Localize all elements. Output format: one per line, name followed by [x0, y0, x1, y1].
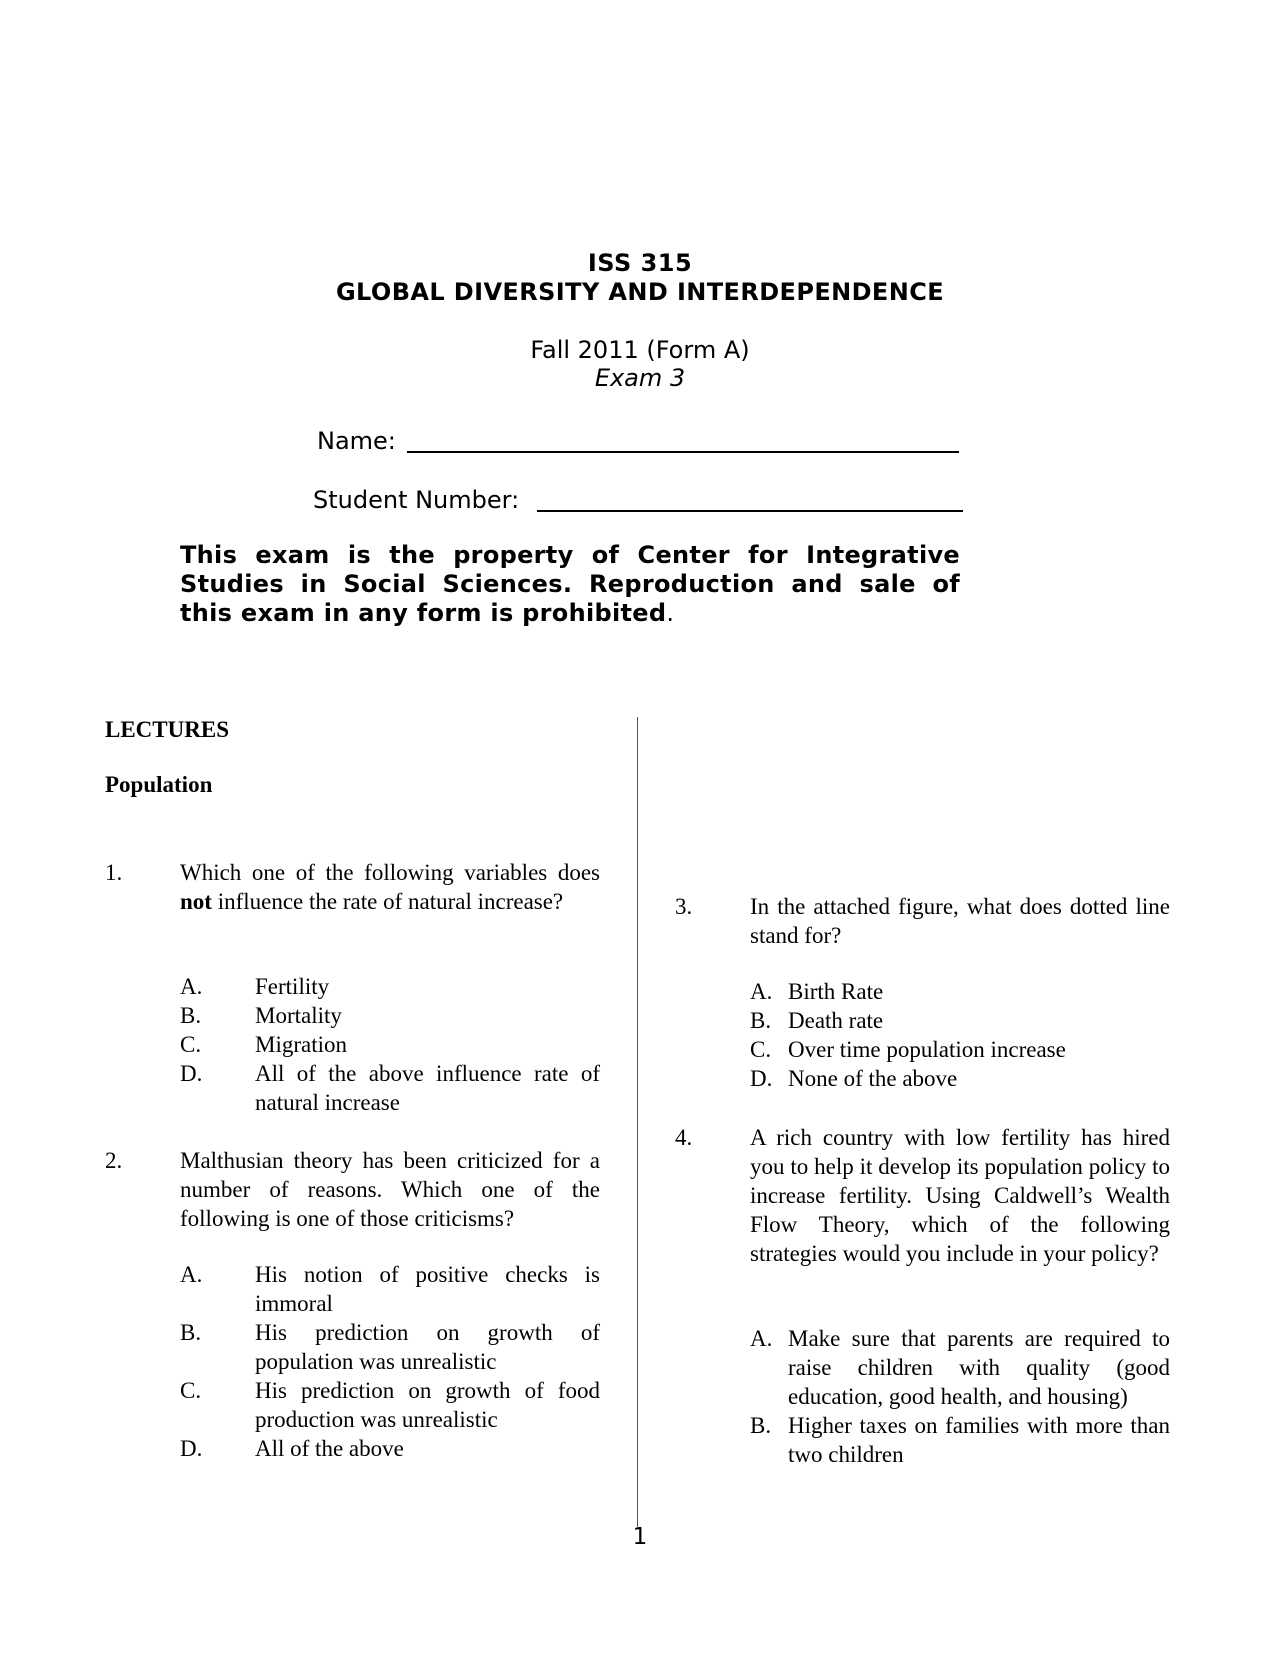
student-number-line[interactable] [537, 510, 963, 512]
option-text: Mortality [255, 1003, 342, 1028]
option-text: His prediction on growth of population was unrealistic [255, 1320, 600, 1374]
option-d[interactable] [180, 1434, 600, 1463]
question-stem: In the attached figure, what does dotted line stand for? [750, 894, 1170, 948]
section-heading-population: Population [105, 772, 213, 797]
name-label: Name: [317, 427, 396, 455]
option-letter: B. [180, 1320, 202, 1345]
stem-text: Which one of the following variables does [180, 860, 600, 885]
student-number-label: Student Number: [313, 486, 520, 514]
option-letter: C. [750, 1037, 772, 1062]
options-list [180, 1260, 600, 1463]
exam-term: Fall 2011 (Form A) [530, 336, 750, 364]
option-c[interactable] [750, 1035, 1170, 1064]
option-text: Migration [255, 1032, 347, 1057]
option-b[interactable] [750, 1006, 1170, 1035]
section-heading-lectures: LECTURES [105, 717, 229, 742]
option-b[interactable] [180, 1318, 600, 1376]
course-code: ISS 315 [587, 249, 693, 277]
option-text: Higher taxes on families with more than two children [788, 1413, 1170, 1467]
stem-emphasis: not [180, 889, 212, 914]
option-text: Make sure that parents are required to raise children with quality (good education, good health, and housing) [788, 1326, 1170, 1409]
stem-text: influence the rate of natural increase? [211, 889, 564, 914]
option-letter: D. [750, 1066, 773, 1091]
option-c[interactable] [180, 1376, 600, 1434]
option-letter: A. [180, 974, 203, 999]
column-divider [637, 717, 638, 1527]
option-a[interactable] [180, 1260, 600, 1318]
property-notice [180, 541, 960, 628]
question-number: 4. [675, 1125, 693, 1150]
option-a[interactable] [180, 972, 600, 1001]
option-text: None of the above [788, 1066, 958, 1091]
option-d[interactable] [750, 1064, 1170, 1093]
option-text: Over time population increase [788, 1037, 1066, 1062]
option-text: His notion of positive checks is immoral [255, 1262, 600, 1316]
option-d[interactable] [180, 1059, 600, 1117]
question-stem: A rich country with low fertility has hired you to help it develop its population policy to increase fertility. Using Caldwell’s Wealth Flow Theory, which of the following strategies would you include in your policy? [750, 1125, 1170, 1266]
question-number: 2. [105, 1148, 123, 1173]
question-number: 3. [675, 894, 693, 919]
option-text: Death rate [788, 1008, 884, 1033]
option-letter: A. [750, 1326, 773, 1351]
name-line[interactable] [407, 451, 959, 453]
option-letter: C. [180, 1032, 202, 1057]
exam-number: Exam 3 [594, 364, 686, 392]
option-letter: B. [750, 1008, 772, 1033]
options-list [750, 977, 1170, 1093]
option-letter: B. [180, 1003, 202, 1028]
options-list [180, 972, 600, 1117]
option-b[interactable] [750, 1411, 1170, 1469]
option-c[interactable] [180, 1030, 600, 1059]
options-list [750, 1324, 1170, 1469]
option-text: Fertility [255, 974, 330, 999]
option-b[interactable] [180, 1001, 600, 1030]
option-letter: C. [180, 1378, 202, 1403]
option-text: All of the above [255, 1436, 404, 1461]
course-title: GLOBAL DIVERSITY AND INTERDEPENDENCE [335, 278, 945, 306]
option-letter: A. [750, 979, 773, 1004]
option-a[interactable] [750, 1324, 1170, 1411]
option-letter: D. [180, 1061, 203, 1086]
option-a[interactable] [750, 977, 1170, 1006]
question-stem [180, 858, 600, 916]
option-text: His prediction on growth of food production was unrealistic [255, 1378, 600, 1432]
question-stem: Malthusian theory has been criticized for a number of reasons. Which one of the following is one of those criticisms? [180, 1148, 600, 1231]
page-number: 1 [632, 1524, 648, 1550]
notice-period: . [666, 599, 675, 627]
option-text: All of the above influence rate of natural increase [255, 1061, 600, 1115]
option-text: Birth Rate [788, 979, 884, 1004]
question-number: 1. [105, 860, 123, 885]
option-letter: D. [180, 1436, 203, 1461]
option-letter: A. [180, 1262, 203, 1287]
option-letter: B. [750, 1413, 772, 1438]
notice-text: This exam is the property of Center for Integrative Studies in Social Sciences. Reproduction and sale of this exam in any form is prohibited [180, 541, 960, 627]
